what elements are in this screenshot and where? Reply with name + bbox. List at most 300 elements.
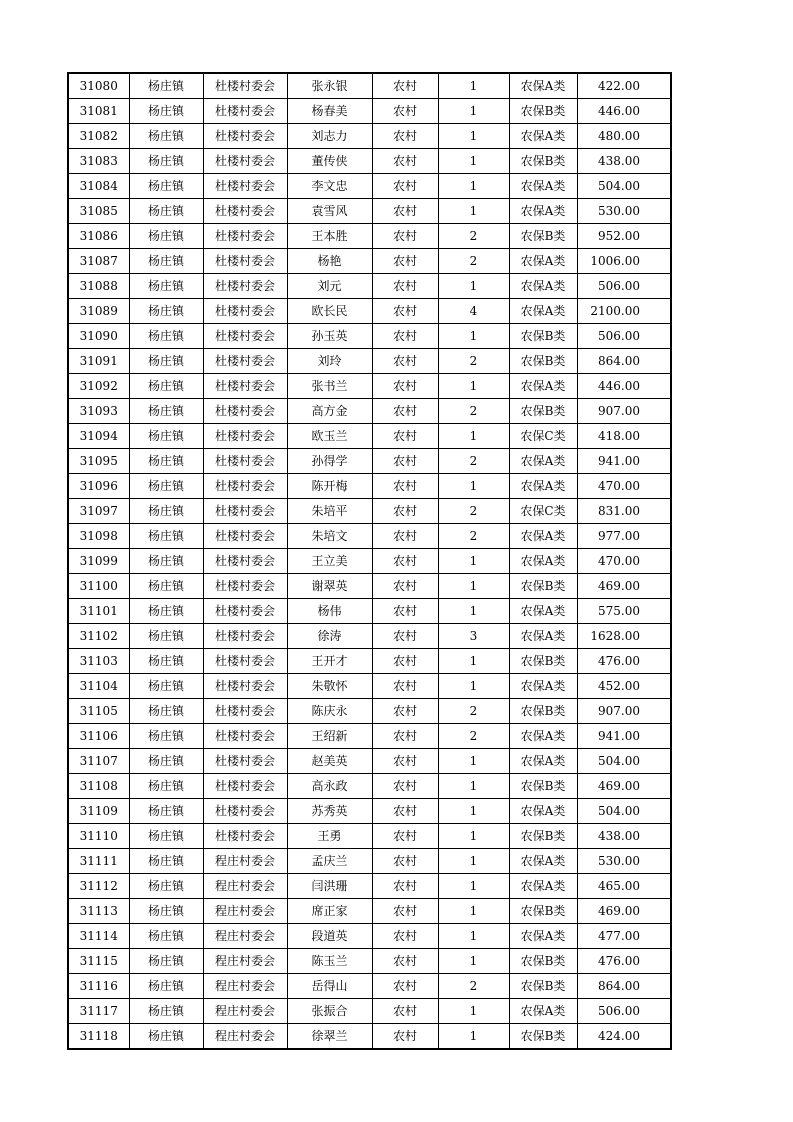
village-committee-cell: 杜楼村委会 — [203, 274, 287, 299]
town-cell: 杨庄镇 — [129, 549, 203, 574]
area-type-cell: 农村 — [372, 149, 438, 174]
town-cell: 杨庄镇 — [129, 474, 203, 499]
village-committee-cell: 程庄村委会 — [203, 924, 287, 949]
area-type-cell: 农村 — [372, 899, 438, 924]
town-cell: 杨庄镇 — [129, 824, 203, 849]
household-count-cell: 1 — [438, 174, 509, 199]
area-type-cell: 农村 — [372, 124, 438, 149]
area-type-cell: 农村 — [372, 424, 438, 449]
name-cell: 张振合 — [287, 999, 372, 1024]
category-cell: 农保B类 — [509, 574, 577, 599]
town-cell: 杨庄镇 — [129, 99, 203, 124]
amount-cell: 469.00 — [577, 574, 671, 599]
village-committee-cell: 杜楼村委会 — [203, 124, 287, 149]
name-cell: 张书兰 — [287, 374, 372, 399]
amount-cell: 477.00 — [577, 924, 671, 949]
table-row — [68, 649, 671, 674]
name-cell: 朱培文 — [287, 524, 372, 549]
name-cell: 段道英 — [287, 924, 372, 949]
category-cell: 农保A类 — [509, 724, 577, 749]
village-committee-cell: 杜楼村委会 — [203, 624, 287, 649]
serial-number-cell: 31087 — [68, 249, 129, 274]
town-cell: 杨庄镇 — [129, 574, 203, 599]
serial-number-cell: 31091 — [68, 349, 129, 374]
amount-cell: 504.00 — [577, 174, 671, 199]
village-committee-cell: 杜楼村委会 — [203, 399, 287, 424]
table-row — [68, 824, 671, 849]
serial-number-cell: 31084 — [68, 174, 129, 199]
category-cell: 农保A类 — [509, 199, 577, 224]
serial-number-cell: 31099 — [68, 549, 129, 574]
area-type-cell: 农村 — [372, 299, 438, 324]
amount-cell: 470.00 — [577, 474, 671, 499]
town-cell: 杨庄镇 — [129, 974, 203, 999]
table-row — [68, 149, 671, 174]
category-cell: 农保B类 — [509, 224, 577, 249]
category-cell: 农保B类 — [509, 149, 577, 174]
serial-number-cell: 31097 — [68, 499, 129, 524]
category-cell: 农保A类 — [509, 624, 577, 649]
village-committee-cell: 杜楼村委会 — [203, 724, 287, 749]
table-row — [68, 124, 671, 149]
table-row — [68, 499, 671, 524]
name-cell: 孟庆兰 — [287, 849, 372, 874]
name-cell: 朱培平 — [287, 499, 372, 524]
town-cell: 杨庄镇 — [129, 449, 203, 474]
serial-number-cell: 31112 — [68, 874, 129, 899]
village-committee-cell: 杜楼村委会 — [203, 374, 287, 399]
town-cell: 杨庄镇 — [129, 1024, 203, 1050]
amount-cell: 506.00 — [577, 324, 671, 349]
household-count-cell: 2 — [438, 349, 509, 374]
town-cell: 杨庄镇 — [129, 649, 203, 674]
village-committee-cell: 杜楼村委会 — [203, 149, 287, 174]
category-cell: 农保A类 — [509, 174, 577, 199]
table-row — [68, 724, 671, 749]
serial-number-cell: 31098 — [68, 524, 129, 549]
amount-cell: 1628.00 — [577, 624, 671, 649]
village-committee-cell: 杜楼村委会 — [203, 474, 287, 499]
table-row — [68, 524, 671, 549]
table-row — [68, 799, 671, 824]
household-count-cell: 2 — [438, 224, 509, 249]
village-committee-cell: 杜楼村委会 — [203, 549, 287, 574]
table-row — [68, 674, 671, 699]
amount-cell: 907.00 — [577, 399, 671, 424]
name-cell: 孙玉英 — [287, 324, 372, 349]
amount-cell: 530.00 — [577, 199, 671, 224]
area-type-cell: 农村 — [372, 249, 438, 274]
household-count-cell: 1 — [438, 574, 509, 599]
village-committee-cell: 杜楼村委会 — [203, 799, 287, 824]
village-committee-cell: 杜楼村委会 — [203, 499, 287, 524]
village-committee-cell: 杜楼村委会 — [203, 324, 287, 349]
name-cell: 苏秀英 — [287, 799, 372, 824]
household-count-cell: 2 — [438, 449, 509, 474]
area-type-cell: 农村 — [372, 824, 438, 849]
area-type-cell: 农村 — [372, 949, 438, 974]
serial-number-cell: 31085 — [68, 199, 129, 224]
household-count-cell: 1 — [438, 274, 509, 299]
serial-number-cell: 31094 — [68, 424, 129, 449]
table-row — [68, 474, 671, 499]
amount-cell: 977.00 — [577, 524, 671, 549]
serial-number-cell: 31100 — [68, 574, 129, 599]
village-committee-cell: 杜楼村委会 — [203, 73, 287, 99]
town-cell: 杨庄镇 — [129, 73, 203, 99]
household-count-cell: 1 — [438, 1024, 509, 1050]
town-cell: 杨庄镇 — [129, 799, 203, 824]
amount-cell: 504.00 — [577, 799, 671, 824]
village-committee-cell: 杜楼村委会 — [203, 424, 287, 449]
category-cell: 农保A类 — [509, 874, 577, 899]
serial-number-cell: 31111 — [68, 849, 129, 874]
area-type-cell: 农村 — [372, 399, 438, 424]
category-cell: 农保B类 — [509, 774, 577, 799]
area-type-cell: 农村 — [372, 599, 438, 624]
amount-cell: 480.00 — [577, 124, 671, 149]
amount-cell: 1006.00 — [577, 249, 671, 274]
town-cell: 杨庄镇 — [129, 674, 203, 699]
serial-number-cell: 31104 — [68, 674, 129, 699]
town-cell: 杨庄镇 — [129, 424, 203, 449]
amount-cell: 469.00 — [577, 899, 671, 924]
town-cell: 杨庄镇 — [129, 124, 203, 149]
name-cell: 徐翠兰 — [287, 1024, 372, 1050]
household-count-cell: 1 — [438, 99, 509, 124]
amount-cell: 831.00 — [577, 499, 671, 524]
household-count-cell: 3 — [438, 624, 509, 649]
category-cell: 农保A类 — [509, 274, 577, 299]
serial-number-cell: 31092 — [68, 374, 129, 399]
town-cell: 杨庄镇 — [129, 499, 203, 524]
area-type-cell: 农村 — [372, 574, 438, 599]
area-type-cell: 农村 — [372, 324, 438, 349]
serial-number-cell: 31080 — [68, 73, 129, 99]
table-row — [68, 974, 671, 999]
household-count-cell: 1 — [438, 474, 509, 499]
area-type-cell: 农村 — [372, 374, 438, 399]
area-type-cell: 农村 — [372, 924, 438, 949]
name-cell: 欧长民 — [287, 299, 372, 324]
village-committee-cell: 杜楼村委会 — [203, 749, 287, 774]
village-committee-cell: 杜楼村委会 — [203, 824, 287, 849]
serial-number-cell: 31095 — [68, 449, 129, 474]
serial-number-cell: 31110 — [68, 824, 129, 849]
household-count-cell: 1 — [438, 73, 509, 99]
category-cell: 农保B类 — [509, 1024, 577, 1050]
household-count-cell: 1 — [438, 824, 509, 849]
table-row — [68, 299, 671, 324]
household-count-cell: 1 — [438, 899, 509, 924]
serial-number-cell: 31107 — [68, 749, 129, 774]
area-type-cell: 农村 — [372, 799, 438, 824]
name-cell: 闫洪珊 — [287, 874, 372, 899]
serial-number-cell: 31106 — [68, 724, 129, 749]
category-cell: 农保B类 — [509, 349, 577, 374]
name-cell: 王绍新 — [287, 724, 372, 749]
name-cell: 王立美 — [287, 549, 372, 574]
village-committee-cell: 杜楼村委会 — [203, 249, 287, 274]
amount-cell: 418.00 — [577, 424, 671, 449]
serial-number-cell: 31101 — [68, 599, 129, 624]
town-cell: 杨庄镇 — [129, 949, 203, 974]
table-row — [68, 549, 671, 574]
household-count-cell: 1 — [438, 749, 509, 774]
serial-number-cell: 31116 — [68, 974, 129, 999]
area-type-cell: 农村 — [372, 674, 438, 699]
name-cell: 朱敬怀 — [287, 674, 372, 699]
category-cell: 农保A类 — [509, 249, 577, 274]
village-committee-cell: 杜楼村委会 — [203, 224, 287, 249]
amount-cell: 476.00 — [577, 949, 671, 974]
amount-cell: 864.00 — [577, 974, 671, 999]
town-cell: 杨庄镇 — [129, 149, 203, 174]
serial-number-cell: 31103 — [68, 649, 129, 674]
household-count-cell: 1 — [438, 774, 509, 799]
serial-number-cell: 31093 — [68, 399, 129, 424]
household-count-cell: 2 — [438, 724, 509, 749]
name-cell: 王本胜 — [287, 224, 372, 249]
town-cell: 杨庄镇 — [129, 299, 203, 324]
serial-number-cell: 31088 — [68, 274, 129, 299]
table-row — [68, 774, 671, 799]
household-count-cell: 1 — [438, 799, 509, 824]
name-cell: 杨春美 — [287, 99, 372, 124]
household-count-cell: 1 — [438, 124, 509, 149]
household-count-cell: 1 — [438, 949, 509, 974]
area-type-cell: 农村 — [372, 274, 438, 299]
village-committee-cell: 程庄村委会 — [203, 899, 287, 924]
amount-cell: 422.00 — [577, 73, 671, 99]
table-row — [68, 224, 671, 249]
category-cell: 农保A类 — [509, 749, 577, 774]
serial-number-cell: 31089 — [68, 299, 129, 324]
village-committee-cell: 程庄村委会 — [203, 949, 287, 974]
category-cell: 农保B类 — [509, 99, 577, 124]
town-cell: 杨庄镇 — [129, 199, 203, 224]
table-row — [68, 849, 671, 874]
area-type-cell: 农村 — [372, 724, 438, 749]
town-cell: 杨庄镇 — [129, 524, 203, 549]
household-count-cell: 1 — [438, 324, 509, 349]
household-count-cell: 2 — [438, 974, 509, 999]
village-committee-cell: 杜楼村委会 — [203, 699, 287, 724]
table-row — [68, 374, 671, 399]
household-count-cell: 1 — [438, 999, 509, 1024]
amount-cell: 941.00 — [577, 449, 671, 474]
town-cell: 杨庄镇 — [129, 249, 203, 274]
serial-number-cell: 31081 — [68, 99, 129, 124]
town-cell: 杨庄镇 — [129, 999, 203, 1024]
town-cell: 杨庄镇 — [129, 699, 203, 724]
household-count-cell: 2 — [438, 399, 509, 424]
area-type-cell: 农村 — [372, 524, 438, 549]
table-row — [68, 274, 671, 299]
amount-cell: 446.00 — [577, 374, 671, 399]
household-count-cell: 2 — [438, 524, 509, 549]
table-row — [68, 624, 671, 649]
village-committee-cell: 杜楼村委会 — [203, 174, 287, 199]
serial-number-cell: 31086 — [68, 224, 129, 249]
household-count-cell: 2 — [438, 699, 509, 724]
household-count-cell: 1 — [438, 549, 509, 574]
town-cell: 杨庄镇 — [129, 749, 203, 774]
amount-cell: 575.00 — [577, 599, 671, 624]
category-cell: 农保A类 — [509, 449, 577, 474]
village-committee-cell: 杜楼村委会 — [203, 649, 287, 674]
household-count-cell: 1 — [438, 424, 509, 449]
area-type-cell: 农村 — [372, 999, 438, 1024]
area-type-cell: 农村 — [372, 699, 438, 724]
household-count-cell: 1 — [438, 674, 509, 699]
table-row — [68, 1024, 671, 1050]
serial-number-cell: 31083 — [68, 149, 129, 174]
amount-cell: 438.00 — [577, 824, 671, 849]
area-type-cell: 农村 — [372, 749, 438, 774]
category-cell: 农保B类 — [509, 699, 577, 724]
category-cell: 农保B类 — [509, 824, 577, 849]
name-cell: 席正家 — [287, 899, 372, 924]
amount-cell: 941.00 — [577, 724, 671, 749]
town-cell: 杨庄镇 — [129, 599, 203, 624]
name-cell: 刘元 — [287, 274, 372, 299]
area-type-cell: 农村 — [372, 73, 438, 99]
village-committee-cell: 杜楼村委会 — [203, 674, 287, 699]
town-cell: 杨庄镇 — [129, 724, 203, 749]
area-type-cell: 农村 — [372, 974, 438, 999]
name-cell: 高永政 — [287, 774, 372, 799]
area-type-cell: 农村 — [372, 849, 438, 874]
household-count-cell: 1 — [438, 924, 509, 949]
household-count-cell: 1 — [438, 599, 509, 624]
category-cell: 农保A类 — [509, 474, 577, 499]
name-cell: 李文忠 — [287, 174, 372, 199]
category-cell: 农保A类 — [509, 799, 577, 824]
village-committee-cell: 杜楼村委会 — [203, 449, 287, 474]
amount-cell: 476.00 — [577, 649, 671, 674]
household-count-cell: 2 — [438, 249, 509, 274]
amount-cell: 506.00 — [577, 999, 671, 1024]
category-cell: 农保A类 — [509, 299, 577, 324]
serial-number-cell: 31115 — [68, 949, 129, 974]
name-cell: 杨艳 — [287, 249, 372, 274]
serial-number-cell: 31082 — [68, 124, 129, 149]
name-cell: 杨伟 — [287, 599, 372, 624]
category-cell: 农保B类 — [509, 899, 577, 924]
area-type-cell: 农村 — [372, 474, 438, 499]
table-row — [68, 924, 671, 949]
category-cell: 农保B类 — [509, 949, 577, 974]
village-committee-cell: 程庄村委会 — [203, 849, 287, 874]
area-type-cell: 农村 — [372, 174, 438, 199]
town-cell: 杨庄镇 — [129, 224, 203, 249]
name-cell: 刘玲 — [287, 349, 372, 374]
household-count-cell: 1 — [438, 199, 509, 224]
town-cell: 杨庄镇 — [129, 374, 203, 399]
area-type-cell: 农村 — [372, 499, 438, 524]
household-count-cell: 1 — [438, 374, 509, 399]
town-cell: 杨庄镇 — [129, 174, 203, 199]
serial-number-cell: 31102 — [68, 624, 129, 649]
area-type-cell: 农村 — [372, 99, 438, 124]
village-committee-cell: 程庄村委会 — [203, 874, 287, 899]
serial-number-cell: 31113 — [68, 899, 129, 924]
household-count-cell: 1 — [438, 849, 509, 874]
category-cell: 农保C类 — [509, 424, 577, 449]
town-cell: 杨庄镇 — [129, 624, 203, 649]
area-type-cell: 农村 — [372, 199, 438, 224]
serial-number-cell: 31090 — [68, 324, 129, 349]
name-cell: 袁雪风 — [287, 199, 372, 224]
amount-cell: 504.00 — [577, 749, 671, 774]
village-committee-cell: 杜楼村委会 — [203, 349, 287, 374]
household-count-cell: 1 — [438, 649, 509, 674]
category-cell: 农保A类 — [509, 73, 577, 99]
amount-cell: 438.00 — [577, 149, 671, 174]
town-cell: 杨庄镇 — [129, 324, 203, 349]
town-cell: 杨庄镇 — [129, 274, 203, 299]
amount-cell: 907.00 — [577, 699, 671, 724]
household-count-cell: 1 — [438, 149, 509, 174]
category-cell: 农保B类 — [509, 649, 577, 674]
name-cell: 徐涛 — [287, 624, 372, 649]
area-type-cell: 农村 — [372, 549, 438, 574]
serial-number-cell: 31117 — [68, 999, 129, 1024]
area-type-cell: 农村 — [372, 349, 438, 374]
name-cell: 岳得山 — [287, 974, 372, 999]
household-count-cell: 4 — [438, 299, 509, 324]
village-committee-cell: 杜楼村委会 — [203, 99, 287, 124]
serial-number-cell: 31096 — [68, 474, 129, 499]
records-body — [68, 73, 671, 1049]
village-committee-cell: 杜楼村委会 — [203, 199, 287, 224]
category-cell: 农保B类 — [509, 399, 577, 424]
table-row — [68, 949, 671, 974]
table-row — [68, 199, 671, 224]
village-committee-cell: 杜楼村委会 — [203, 599, 287, 624]
category-cell: 农保A类 — [509, 124, 577, 149]
category-cell: 农保B类 — [509, 974, 577, 999]
name-cell: 赵美英 — [287, 749, 372, 774]
area-type-cell: 农村 — [372, 774, 438, 799]
village-committee-cell: 程庄村委会 — [203, 974, 287, 999]
household-count-cell: 1 — [438, 874, 509, 899]
table-row — [68, 574, 671, 599]
table-row — [68, 599, 671, 624]
category-cell: 农保C类 — [509, 499, 577, 524]
amount-cell: 864.00 — [577, 349, 671, 374]
name-cell: 王开才 — [287, 649, 372, 674]
category-cell: 农保A类 — [509, 999, 577, 1024]
amount-cell: 465.00 — [577, 874, 671, 899]
table-row — [68, 999, 671, 1024]
amount-cell: 452.00 — [577, 674, 671, 699]
village-committee-cell: 杜楼村委会 — [203, 774, 287, 799]
name-cell: 孙得学 — [287, 449, 372, 474]
name-cell: 陈开梅 — [287, 474, 372, 499]
table-row — [68, 174, 671, 199]
table-row — [68, 899, 671, 924]
area-type-cell: 农村 — [372, 649, 438, 674]
name-cell: 董传侠 — [287, 149, 372, 174]
town-cell: 杨庄镇 — [129, 924, 203, 949]
area-type-cell: 农村 — [372, 224, 438, 249]
name-cell: 陈庆永 — [287, 699, 372, 724]
table-row — [68, 424, 671, 449]
name-cell: 高方金 — [287, 399, 372, 424]
serial-number-cell: 31114 — [68, 924, 129, 949]
